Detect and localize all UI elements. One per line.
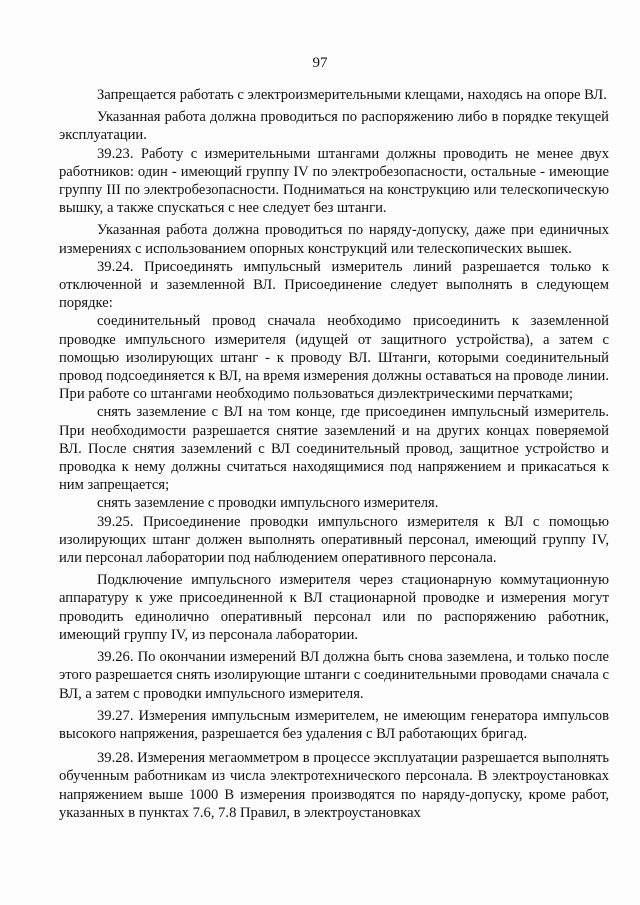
paragraph: 39.23. Работу с измерительными штангами должны проводить не менее двух работников: один - имеющий группу IV по электробезопасности, остальные - имеющие группу III по электробезопасности. Подниматься на конструкцию или телескопическую вышку, а также спускаться с нее следует без штанги. [59,145,609,217]
paragraph: 39.25. Присоединение проводки импульсного измерителя к ВЛ с помощью изолирующих штанг должен выполнять оперативный персонал, имеющий группу IV, или персонал лаборатории под наблюдением оперативного персонала. [59,513,609,567]
paragraph: Указанная работа должна проводиться по распоряжению либо в порядке текущей эксплуатации. [59,109,609,144]
paragraph: 39.24. Присоединять импульсный измеритель линий разрешается только к отключенной и заземленной ВЛ. Присоединение следует выполнять в следующем порядке: [59,258,609,312]
paragraph: 39.27. Измерения импульсным измерителем, не имеющим генератора импульсов высокого напряжения, разрешается без удаления с ВЛ работающих бригад. [59,707,609,742]
paragraph: 39.28. Измерения мегаомметром в процессе эксплуатации разрешается выполнять обученным работникам из числа электротехнического персонала. В электроустановках напряжением выше 1000 В измерения производятся по наряду-допуску, кроме работ, указанных в пунктах 7.6, 7.8 Правил, в электроустановках [59,750,609,821]
paragraph: соединительный провод сначала необходимо присоединить к заземленной проводке импульсного измерителя (идущей от защитного устройства), а затем с помощью изолирующих штанг - к проводу ВЛ. Штанги, которыми соединительный провод подсоединяется к ВЛ, на время измерения должны оставаться на проводе линии. При работе со штангами необходимо пользоваться диэлектрическими перчатками; [59,313,609,403]
page-number: 97 [312,55,328,71]
paragraph: Указанная работа должна проводиться по наряду-допуску, даже при единичных измерениях с использованием опорных конструкций или телескопических вышек. [59,222,609,257]
paragraph: Подключение импульсного измерителя через стационарную коммутационную аппаратуру к уже присоединенной к ВЛ стационарной проводке и измерения могут проводить единолично оперативный персонал или по распоряжению работник, имеющий группу IV, из персонала лаборатории. [59,572,609,643]
paragraph: снять заземление с проводки импульсного измерителя. [97,495,439,512]
document-body [59,86,609,822]
paragraph: Запрещается работать с электроизмерительными клещами, находясь на опоре ВЛ. [97,87,607,103]
paragraph: снять заземление с ВЛ на том конце, где присоединен импульсный измеритель. При необходимости разрешается снятие заземлений и на других концах поверяемой ВЛ. После снятия заземлений с ВЛ соединительный провод, защитное устройство и проводка к нему должны считаться находящимися под напряжением и прикасаться к ним запрещается; [59,404,609,494]
paragraph: 39.26. По окончании измерений ВЛ должна быть снова заземлена, и только после этого разрешается снять изолирующие штанги с соединительными проводами сначала с ВЛ, а затем с проводки импульсного измерителя. [59,649,609,702]
